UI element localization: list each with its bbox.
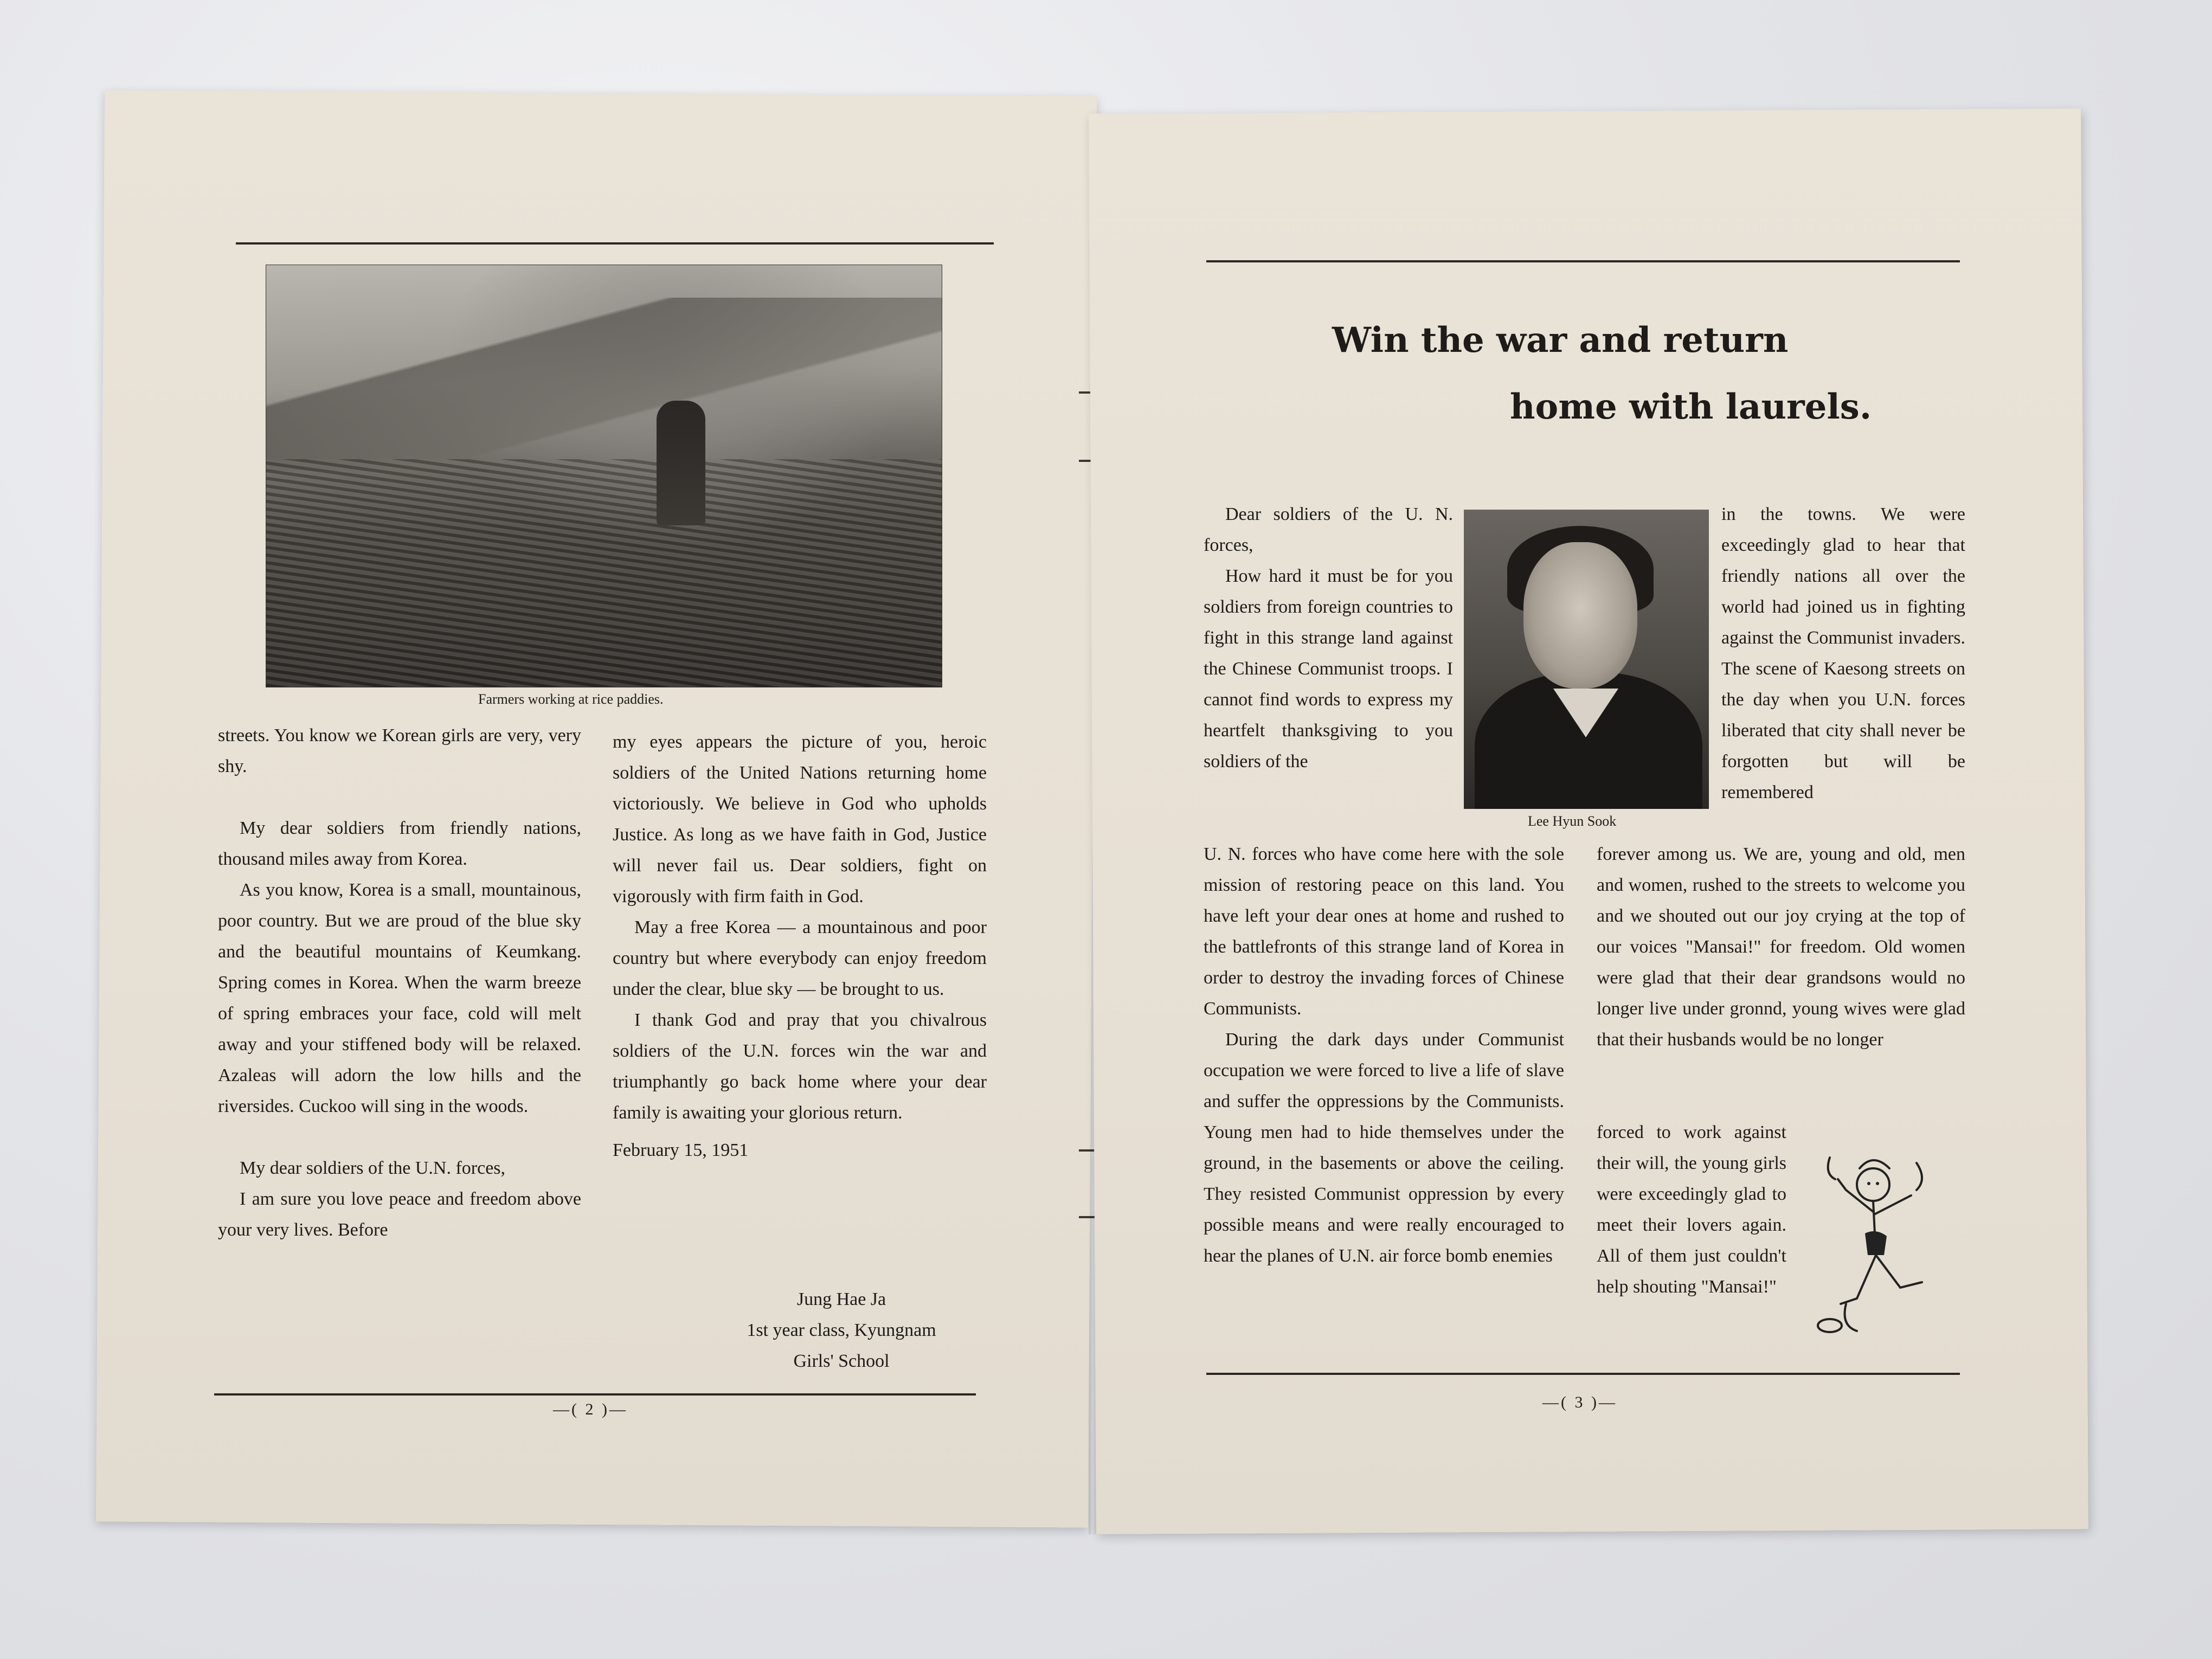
right-col-1 bbox=[1204, 499, 1453, 777]
paragraph: forced to work against their will, the young girls were exceedingly glad to meet their lovers again. All of them just couldn't help shouting "Mansai!" bbox=[1597, 1122, 1786, 1297]
paragraph: forever among us. We are, young and old, men and women, rushed to the streets to welcome you and we shouted out our joy crying at the top of our voices "Mansai!" for freedom. Old women were glad that their dear grandsons would no longer live under gronnd, young wives were glad that their husbands would be no longer bbox=[1597, 844, 1965, 1050]
paragraph: U. N. forces who have come here with the sole mission of restoring peace on this land. You have left your dear ones at home and rushed to the battlefronts of this strange land of Korea in order to destroy the invading forces of Chinese Communists. bbox=[1204, 844, 1564, 1019]
right-col-4 bbox=[1597, 839, 1965, 1055]
headline-line-1: Win the war and return bbox=[1332, 320, 1789, 361]
rice-paddies-photo bbox=[266, 265, 942, 687]
paragraph: Dear soldiers of the U. N. forces, bbox=[1204, 504, 1453, 555]
paragraph: in the towns. We were exceedingly glad to hear that friendly nations all over the world had joined us in fighting against the Communist invaders. The scene of Kaesong streets on the day when you U.N. forces liberated that city shall never be forgotten but will be remembered bbox=[1721, 504, 1965, 802]
paragraph: My dear soldiers from friendly nations, thousand miles away from Korea. bbox=[218, 818, 581, 869]
right-col-4-bottom bbox=[1597, 1117, 1786, 1302]
top-rule-left bbox=[236, 242, 994, 245]
paragraph: How hard it must be for you soldiers from foreign countries to fight in this strange land against the Chinese Communist troops. I cannot find words to express my heartfelt thanksgiving to you soldiers of the bbox=[1204, 566, 1453, 771]
author-school: Girls' School bbox=[793, 1351, 890, 1371]
page-number-left: —( 2 )— bbox=[553, 1400, 628, 1418]
portrait-photo bbox=[1464, 510, 1709, 809]
top-rule-right bbox=[1206, 260, 1960, 262]
page-number-right: —( 3 )— bbox=[1542, 1393, 1617, 1411]
paragraph: I am sure you love peace and freedom above your very lives. Before bbox=[218, 1189, 581, 1240]
cheering-figure-illustration bbox=[1808, 1147, 1954, 1347]
bottom-rule-right bbox=[1206, 1373, 1960, 1375]
author-name: Jung Hae Ja bbox=[796, 1289, 886, 1309]
paragraph: streets. You know we Korean girls are very, very shy. bbox=[218, 725, 581, 776]
left-col-2 bbox=[613, 726, 987, 1166]
paragraph: As you know, Korea is a small, mountainous, poor country. But we are proud of the blue sky and the beautiful mountains of Keumkang. Spring comes in Korea. When the warm breeze of spring embraces your face, cold will melt away and your stiffened body will be relaxed. Azaleas will adorn the low hills and the riversides. Cuckoo will sing in the woods. bbox=[218, 880, 581, 1116]
letter-date: February 15, 1951 bbox=[613, 1140, 749, 1160]
bottom-rule-left bbox=[214, 1393, 976, 1396]
left-col-1 bbox=[218, 720, 581, 1245]
paragraph: May a free Korea — a mountainous and poor country but where everybody can enjoy freedom under the clear, blue sky — be brought to us. bbox=[613, 917, 987, 999]
paragraph: My dear soldiers of the U.N. forces, bbox=[240, 1158, 506, 1178]
author-class: 1st year class, Kyungnam bbox=[747, 1320, 936, 1340]
right-col-2 bbox=[1204, 839, 1564, 1271]
photo-caption: Farmers working at rice paddies. bbox=[478, 691, 664, 707]
paragraph: my eyes appears the picture of you, heroic soldiers of the United Nations returning home victoriously. We believe in God who upholds Justice. As long as we have faith in God, Justice will never fail us. Dear soldiers, fight on vigorously with firm faith in God. bbox=[613, 732, 987, 906]
right-col-3 bbox=[1721, 499, 1965, 808]
paragraph: During the dark days under Communist occupation we were forced to live a life of slave and suffer the oppressions by the Communists. Young men had to hide themselves under the ground, in the basements or above the ceiling. They resisted Communist oppression by every possible means and were really encouraged to hear the planes of U.N. air force bomb enemies bbox=[1204, 1030, 1564, 1266]
signature-block bbox=[711, 1284, 972, 1377]
headline-line-2: home with laurels. bbox=[1510, 387, 1872, 427]
portrait-caption: Lee Hyun Sook bbox=[1528, 813, 1617, 829]
paragraph: I thank God and pray that you chivalrous soldiers of the U.N. forces win the war and triumphantly go back home where your dear family is awaiting your glorious return. bbox=[613, 1010, 987, 1123]
